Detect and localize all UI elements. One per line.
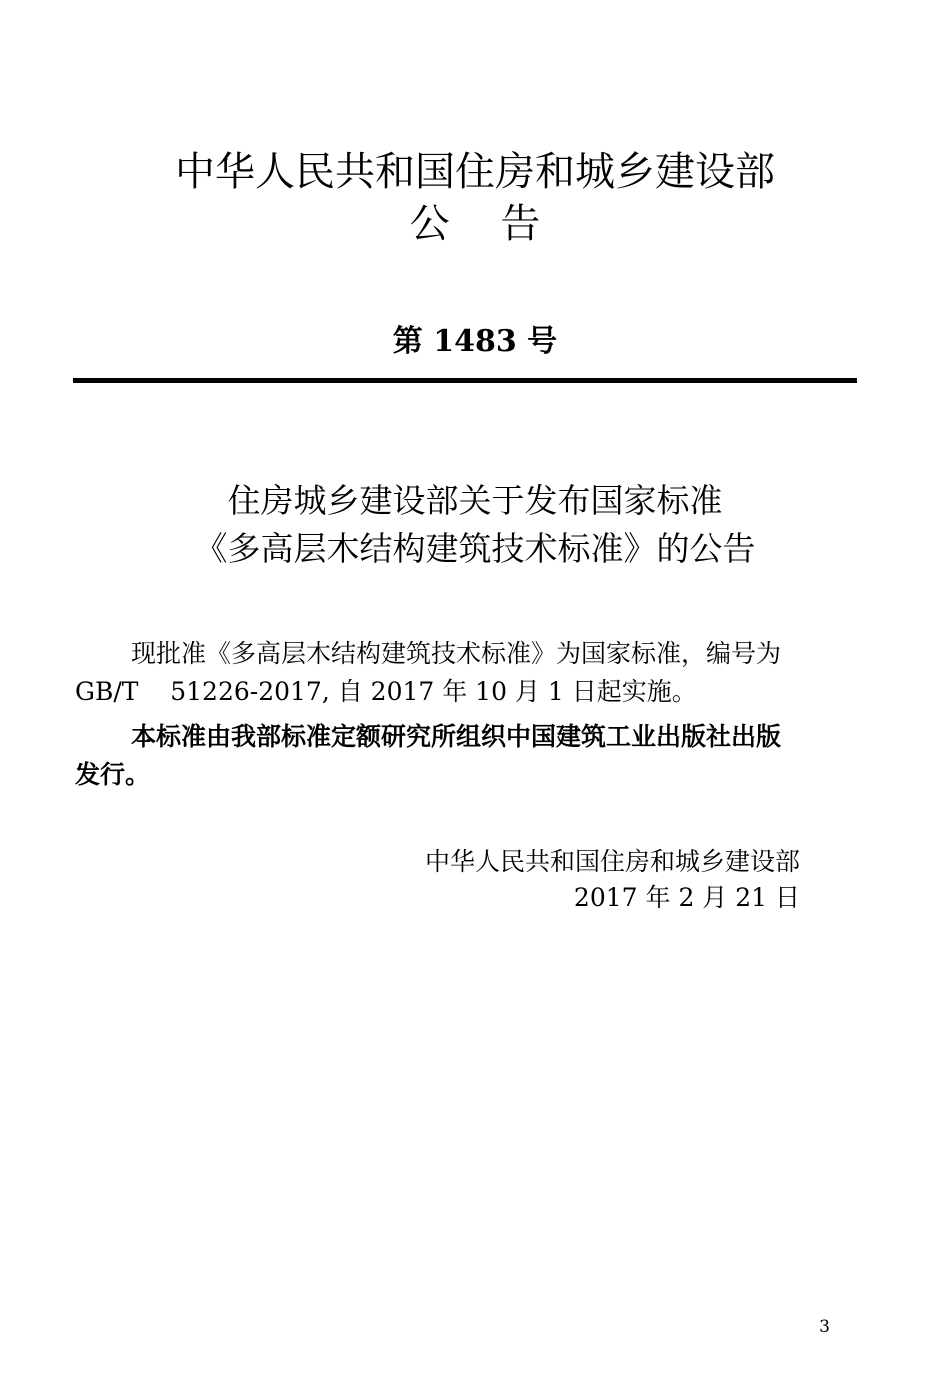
document-type-heading: 公 告 bbox=[409, 201, 541, 247]
header-divider bbox=[73, 378, 857, 383]
announcement-title-line-2: 《多高层木结构建筑技术标准》的公告 bbox=[194, 529, 756, 568]
issuer-heading: 中华人民共和国住房和城乡建设部 bbox=[175, 149, 775, 195]
body-paragraph-1-line-1: 现批准《多高层木结构建筑技术标准》为国家标准，编号为 bbox=[131, 639, 782, 668]
body-paragraph-2-line-2: 发行。 bbox=[75, 760, 151, 789]
page-number: 3 bbox=[819, 1317, 830, 1337]
body-paragraph-1-line-2: GB/T 51226-2017, 自 2017 年 10 月 1 日起实施。 bbox=[75, 677, 697, 706]
document-number: 第 1483 号 bbox=[392, 324, 558, 359]
signature-date: 2017 年 2 月 21 日 bbox=[573, 883, 800, 912]
body-paragraph-2-line-1: 本标准由我部标准定额研究所组织中国建筑工业出版社出版 bbox=[131, 722, 782, 751]
announcement-title-line-1: 住房城乡建设部关于发布国家标准 bbox=[227, 481, 723, 520]
signature-organization: 中华人民共和国住房和城乡建设部 bbox=[424, 847, 800, 876]
